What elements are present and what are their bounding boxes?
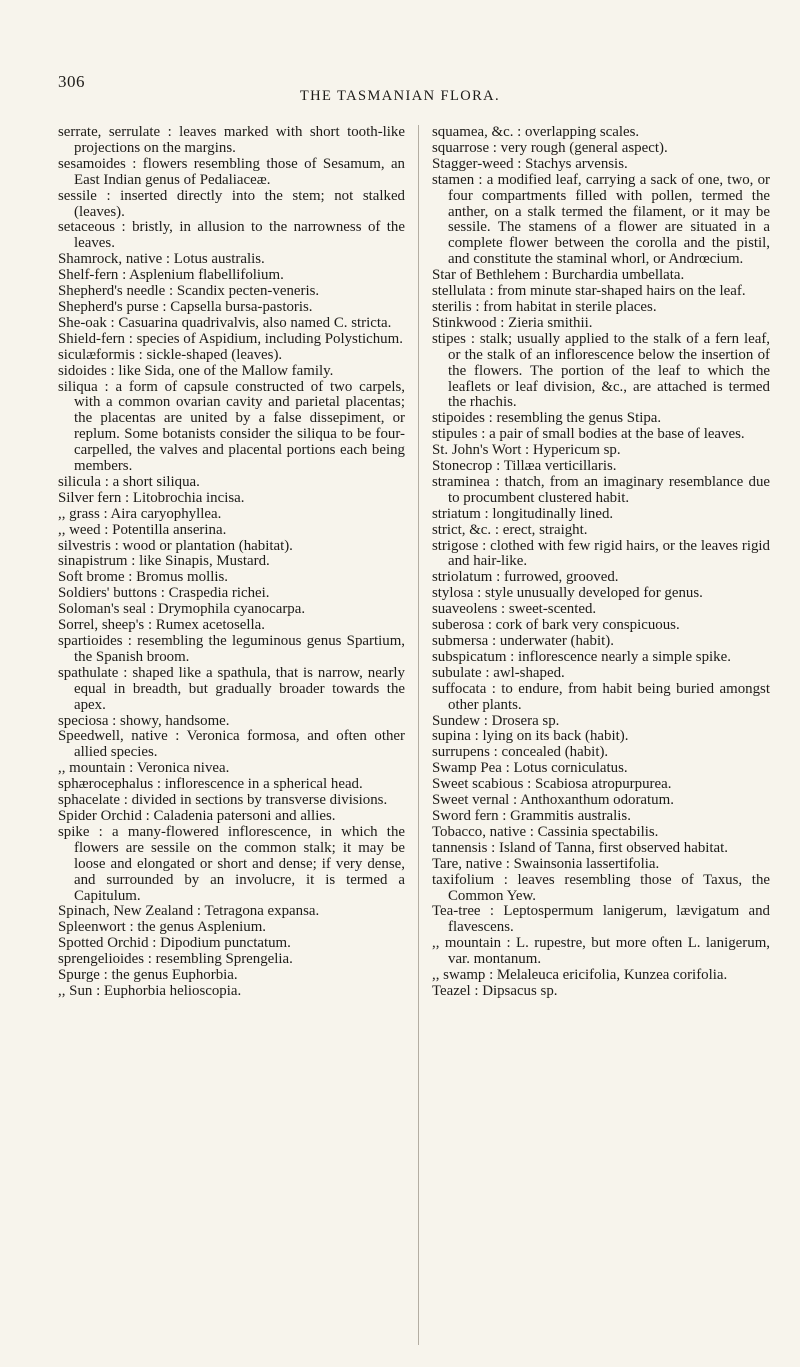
glossary-entry: Sorrel, sheep's : Rumex acetosella. <box>58 617 265 634</box>
glossary-entry: Star of Bethlehem : Burchardia umbellata. <box>432 267 685 284</box>
glossary-entry: supina : lying on its back (habit). <box>432 728 629 745</box>
glossary-entry: Spider Orchid : Caladenia patersoni and allies. <box>58 807 336 824</box>
glossary-entry: Spotted Orchid : Dipodium punctatum. <box>58 935 291 952</box>
glossary-entry: Shelf-fern : Asplenium flabellifolium. <box>58 267 284 284</box>
glossary-entry: Spleenwort : the genus Asplenium. <box>58 919 267 936</box>
glossary-entry: strigose : clothed with few rigid hairs, or the leaves rigid and hair-like. <box>432 537 770 570</box>
glossary-entry: She-oak : Casuarina quadrivalvis, also named C. stricta. <box>58 314 392 331</box>
glossary-entry: ,, swamp : Melaleuca ericifolia, Kunzea corifolia. <box>432 967 728 984</box>
glossary-entry: Sweet scabious : Scabiosa atropurpurea. <box>432 776 672 793</box>
glossary-entry: suaveolens : sweet-scented. <box>432 601 597 618</box>
glossary-entry: ,, mountain : Veronica nivea. <box>58 760 230 777</box>
glossary-entry: sinapistrum : like Sinapis, Mustard. <box>58 553 270 570</box>
glossary-entry: subulate : awl-shaped. <box>432 664 565 681</box>
glossary-entry: strict, &c. : erect, straight. <box>432 521 588 538</box>
glossary-entry: Stonecrop : Tillæa verticillaris. <box>432 458 617 475</box>
glossary-entry: sphærocephalus : inflorescence in a spherical head. <box>58 776 363 793</box>
glossary-entry: ,, weed : Potentilla anserina. <box>58 521 227 538</box>
glossary-entry: Tobacco, native : Cassinia spectabilis. <box>432 823 659 840</box>
glossary-entry: Soft brome : Bromus mollis. <box>58 569 229 586</box>
glossary-entry: ,, Sun : Euphorbia helioscopia. <box>58 982 242 999</box>
glossary-entry: sterilis : from habitat in sterile places. <box>432 298 657 315</box>
glossary-entry: stellulata : from minute star-shaped hairs on the leaf. <box>432 283 746 300</box>
glossary-entry: suffocata : to endure, from habit being buried amongst other plants. <box>432 680 770 713</box>
glossary-entry: sesamoides : flowers resembling those of Sesamum, an East Indian genus of Pedaliaceæ. <box>58 155 405 188</box>
glossary-entry: Soldiers' buttons : Craspedia richei. <box>58 585 270 602</box>
glossary-entry: Shamrock, native : Lotus australis. <box>58 251 265 268</box>
running-head: THE TASMANIAN FLORA. <box>299 88 501 104</box>
glossary-entry: Swamp Pea : Lotus corniculatus. <box>432 760 628 777</box>
glossary-entry: stylosa : style unusually developed for genus. <box>432 585 703 602</box>
left-column <box>58 125 405 1000</box>
glossary-entry: suberosa : cork of bark very conspicuous. <box>432 617 680 634</box>
glossary-entry: speciosa : showy, handsome. <box>58 712 230 729</box>
glossary-entry: stipules : a pair of small bodies at the base of leaves. <box>432 426 745 443</box>
glossary-entry: Soloman's seal : Drymophila cyanocarpa. <box>58 601 306 618</box>
glossary-entry: Sweet vernal : Anthoxanthum odoratum. <box>432 792 674 809</box>
glossary-entry: serrate, serrulate : leaves marked with short tooth-like projections on the margins. <box>58 124 405 156</box>
right-column <box>432 125 770 1000</box>
glossary-entry: siliqua : a form of capsule constructed of two carpels, with a common ovarian cavity and parietal placentas; the placentas are united by a false dissepiment, or replum. Some botanists consider the siliqua to be four-carpelled, the valves and placental portions each being members. <box>58 378 405 475</box>
glossary-entry: spike : a many-flowered inflorescence, in which the flowers are sessile on the common stalk; it may be loose and elongated or short and dense; if very dense, and surrounded by an involucre, it is termed a Capitulum. <box>58 823 405 904</box>
glossary-entry: Tea-tree : Leptospermum lanigerum, lævigatum and flavescens. <box>432 903 770 936</box>
column-divider <box>418 125 419 1345</box>
glossary-entry: siculæformis : sickle-shaped (leaves). <box>58 346 283 363</box>
glossary-entry: Sword fern : Grammitis australis. <box>432 807 631 824</box>
glossary-entry: sessile : inserted directly into the stem; not stalked (leaves). <box>58 187 405 220</box>
glossary-entry: spathulate : shaped like a spathula, that is narrow, nearly equal in breadth, but gradually broader towards the apex. <box>58 664 405 713</box>
glossary-entry: sprengelioides : resembling Sprengelia. <box>58 951 293 968</box>
glossary-entry: taxifolium : leaves resembling those of Taxus, the Common Yew. <box>432 871 770 904</box>
glossary-entry: silvestris : wood or plantation (habitat). <box>58 537 293 554</box>
glossary-entry: Silver fern : Litobrochia incisa. <box>58 489 245 506</box>
glossary-entry: sphacelate : divided in sections by transverse divisions. <box>58 792 388 809</box>
glossary-entry: squarrose : very rough (general aspect). <box>432 139 668 156</box>
glossary-entry: Sundew : Drosera sp. <box>432 712 560 729</box>
glossary-entry: submersa : underwater (habit). <box>432 633 614 649</box>
glossary-entry: Tare, native : Swainsonia lassertifolia. <box>432 855 660 872</box>
glossary-entry: St. John's Wort : Hypericum sp. <box>432 442 621 459</box>
glossary-entry: stamen : a modified leaf, carrying a sack of one, two, or four compartments filled with pollen, termed the anther, on a stalk termed the filament, or it may be sessile. The stamens of a flower are situated in a complete flower between the corolla and the pistil, and constitute the staminal whorl, or Andrœcium. <box>432 171 770 268</box>
glossary-entry: setaceous : bristly, in allusion to the narrowness of the leaves. <box>58 219 405 252</box>
glossary-entry: Shepherd's purse : Capsella bursa-pastoris. <box>58 298 313 315</box>
glossary-entry: Stinkwood : Zieria smithii. <box>432 314 593 331</box>
glossary-entry: spartioides : resembling the leguminous genus Spartium, the Spanish broom. <box>58 633 405 665</box>
glossary-entry: ,, mountain : L. rupestre, but more often L. lanigerum, var. montanum. <box>432 935 770 968</box>
glossary-entry: sidoides : like Sida, one of the Mallow family. <box>58 362 334 379</box>
glossary-entry: Stagger-weed : Stachys arvensis. <box>432 155 628 172</box>
page-number: 306 <box>58 72 85 91</box>
glossary-entry: ,, grass : Aira caryophyllea. <box>58 505 222 522</box>
glossary-entry: Teazel : Dipsacus sp. <box>432 982 558 999</box>
glossary-entry: striolatum : furrowed, grooved. <box>432 569 619 586</box>
glossary-entry: squamea, &c. : overlapping scales. <box>432 124 640 140</box>
glossary-entry: surrupens : concealed (habit). <box>432 744 609 761</box>
glossary-entry: Speedwell, native : Veronica formosa, and often other allied species. <box>58 728 405 761</box>
glossary-entry: tannensis : Island of Tanna, first observed habitat. <box>432 839 729 856</box>
glossary-entry: silicula : a short siliqua. <box>58 473 200 490</box>
glossary-entry: Spurge : the genus Euphorbia. <box>58 967 238 984</box>
glossary-entry: straminea : thatch, from an imaginary resemblance due to procumbent clustered habit. <box>432 473 770 506</box>
glossary-entry: Spinach, New Zealand : Tetragona expansa. <box>58 903 320 920</box>
glossary-entry: striatum : longitudinally lined. <box>432 505 614 522</box>
glossary-entry: stipes : stalk; usually applied to the stalk of a fern leaf, or the stalk of an inflorescence below the insertion of the flowers. The portion of the leaf to which the leaflets or leaf division, &c., are attached is termed the rhachis. <box>432 330 770 411</box>
glossary-entry: subspicatum : inflorescence nearly a simple spike. <box>432 648 731 665</box>
glossary-entry: Shield-fern : species of Aspidium, including Polystichum. <box>58 330 403 347</box>
glossary-entry: stipoides : resembling the genus Stipa. <box>432 410 662 427</box>
glossary-entry: Shepherd's needle : Scandix pecten-veneris. <box>58 283 320 300</box>
